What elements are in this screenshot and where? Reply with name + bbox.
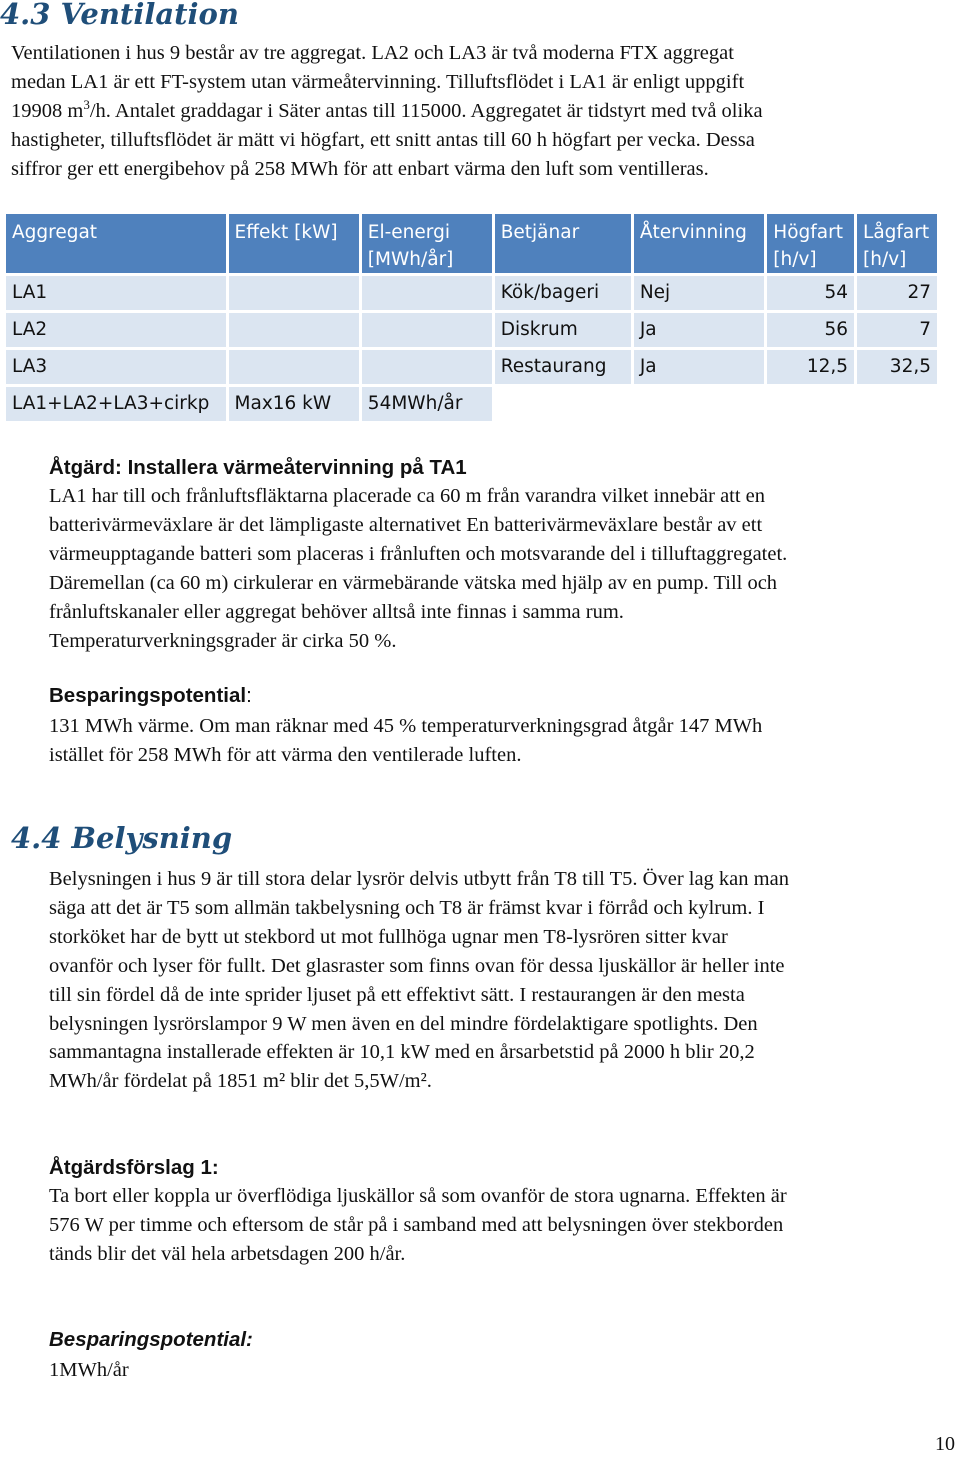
table-row xyxy=(6,276,937,310)
proposal-savings-heading: Besparingspotential: xyxy=(49,1328,253,1351)
measure-line-3: värmeupptagande batteri som placeras i frånluften och motsvarande del i tilluftaggregatet. xyxy=(49,542,788,565)
proposal-line-3: tänds blir det väl hela arbetsdagen 200 h/år. xyxy=(49,1242,406,1265)
cell-lagfart: 32,5 xyxy=(857,350,937,384)
table-row xyxy=(6,313,937,347)
section-title-ventilation: 4.3 Ventilation xyxy=(0,0,239,31)
belysning-line-7: sammantagna installerade effekten är 10,1 kW med en årsarbetstid på 2000 h blir 20,2 xyxy=(49,1041,755,1064)
savings-line-2: istället för 258 MWh för att värma den ventilerade luften. xyxy=(49,743,522,766)
cell-betjanar: Kök/bageri xyxy=(495,276,631,310)
cell-hogfart: 56 xyxy=(767,313,854,347)
cell-aggregat: LA3 xyxy=(6,350,226,384)
cell-lagfart: 7 xyxy=(857,313,937,347)
cell-effekt xyxy=(229,276,359,310)
cell-betjanar xyxy=(495,387,631,421)
cell-el-energi xyxy=(362,350,492,384)
intro-line-3: 19908 $m^3/h$. Antalet graddagar i Säter antas till 115000. Aggregatet är tidstyrt med två olika xyxy=(11,96,763,122)
header-aggregat: Aggregat xyxy=(6,214,226,273)
ventilation-table xyxy=(3,211,940,424)
cell-hogfart: 54 xyxy=(767,276,854,310)
cell-aggregat: LA1+LA2+LA3+cirkp xyxy=(6,387,226,421)
intro-line-5: siffror ger ett energibehov på 258 MWh för att enbart värma den luft som ventilleras. xyxy=(11,157,709,180)
header-atervinning: Återvinning xyxy=(634,214,764,273)
cell-hogfart: 12,5 xyxy=(767,350,854,384)
measure-savings-heading xyxy=(49,683,252,709)
proposal-savings-value xyxy=(49,1356,129,1385)
header-betjanar: Betjänar xyxy=(495,214,631,273)
cell-el-energi xyxy=(362,276,492,310)
superscript-exponent: 3 xyxy=(83,96,90,112)
header-lagfart: Lågfart [h/v] xyxy=(857,214,937,273)
cell-effekt: Max16 kW xyxy=(229,387,359,421)
header-hogfart: Högfart [h/v] xyxy=(767,214,854,273)
belysning-line-1: Belysningen i hus 9 är till stora delar lysrör delvis utbytt från T8 till T5. Över lag kan man xyxy=(49,868,789,890)
cell-effekt xyxy=(229,313,359,347)
belysning-line-4: ovanför och lyser för fullt. Det glasraster som finns ovan för dessa ljuskällor är heller inte xyxy=(49,954,785,977)
header-effekt: Effekt [kW] xyxy=(229,214,359,273)
cell-aggregat: LA1 xyxy=(6,276,226,310)
cell-hogfart xyxy=(767,387,854,421)
proposal-savings-line: 1MWh/år xyxy=(49,1359,129,1381)
measure-line-4: Däremellan (ca 60 m) cirkulerar en värmebärande vätska med hjälp av en pump. Till och xyxy=(49,571,778,594)
cell-aggregat: LA2 xyxy=(6,313,226,347)
cell-atervinning: Nej xyxy=(634,276,764,310)
table-row xyxy=(6,350,937,384)
measure-line-5: frånluftskanaler eller aggregat behöver alltså inte finnas i samma rum. xyxy=(49,600,624,623)
table-row xyxy=(6,387,937,421)
cell-betjanar: Restaurang xyxy=(495,350,631,384)
measure-line-2: batterivärmeväxlare är det lämpligaste alternativet En batterivärmeväxlare består av ett xyxy=(49,513,763,536)
header-el-energi: El-energi [MWh/år] xyxy=(362,214,492,273)
ventilation-intro xyxy=(11,39,763,184)
page-number: 10 xyxy=(935,1433,955,1455)
savings-line-1: 131 MWh värme. Om man räknar med 45 % temperaturverkningsgrad åtgår 147 MWh xyxy=(49,715,763,737)
savings-colon: : xyxy=(246,684,252,707)
belysning-line-5: till sin fördel då de inte sprider ljuset på ett effektivt sätt. I restaurangen är den mesta xyxy=(49,983,745,1006)
proposal-line-2: 576 W per timme och eftersom de står på i samband med att belysningen över stekborden xyxy=(49,1213,784,1236)
measure-line-6: Temperaturverkningsgrader är cirka 50 %. xyxy=(49,629,397,652)
table-header-row xyxy=(6,214,937,273)
cell-lagfart xyxy=(857,387,937,421)
cell-atervinning xyxy=(634,387,764,421)
belysning-body xyxy=(49,865,789,1096)
proposal-heading: Åtgärdsförslag 1: xyxy=(49,1156,219,1179)
cell-lagfart: 27 xyxy=(857,276,937,310)
measure-body xyxy=(49,482,787,655)
measure-heading: Åtgärd: Installera värmeåtervinning på TA1 xyxy=(49,456,467,479)
belysning-line-8: MWh/år fördelat på 1851 m² blir det 5,5W/m². xyxy=(49,1070,432,1093)
measure-savings-body xyxy=(49,712,762,770)
belysning-line-3: storköket har de bytt ut stekbord ut mot fullhöga ugnar men T8-lysrören sitter kvar xyxy=(49,925,728,948)
cell-el-energi xyxy=(362,313,492,347)
proposal-line-1: Ta bort eller koppla ur överflödiga ljuskällor så som ovanför de stora ugnarna. Effekten är xyxy=(49,1185,787,1207)
measure-line-1: LA1 har till och frånluftsfläktarna placerade ca 60 m från varandra vilket innebär att en xyxy=(49,485,766,507)
cell-effekt xyxy=(229,350,359,384)
section-title-belysning: 4.4 Belysning xyxy=(11,821,233,855)
belysning-line-6: belysningen lysrörslampor 9 W men även en del mindre fördelaktigare spotlights. Den xyxy=(49,1012,758,1035)
cell-el-energi: 54MWh/år xyxy=(362,387,492,421)
proposal-body xyxy=(49,1182,787,1269)
cell-atervinning: Ja xyxy=(634,350,764,384)
savings-label: Besparingspotential xyxy=(49,684,247,707)
cell-betjanar: Diskrum xyxy=(495,313,631,347)
intro-line-2: medan LA1 är ett FT-system utan värmeåtervinning. Tilluftsflödet i LA1 är enligt uppgift xyxy=(11,70,745,93)
cell-atervinning: Ja xyxy=(634,313,764,347)
intro-line-1: Ventilationen i hus 9 består av tre aggregat. LA2 och LA3 är två moderna FTX aggregat xyxy=(11,42,734,64)
intro-line-4: hastigheter, tilluftsflödet är mätt vi högfart, ett snitt antas till 60 h högfart per vecka. Dessa xyxy=(11,128,755,151)
belysning-line-2: säga att det är T5 som allmän takbelysning och T8 är främst kvar i förråd och kylrum. I xyxy=(49,896,765,919)
